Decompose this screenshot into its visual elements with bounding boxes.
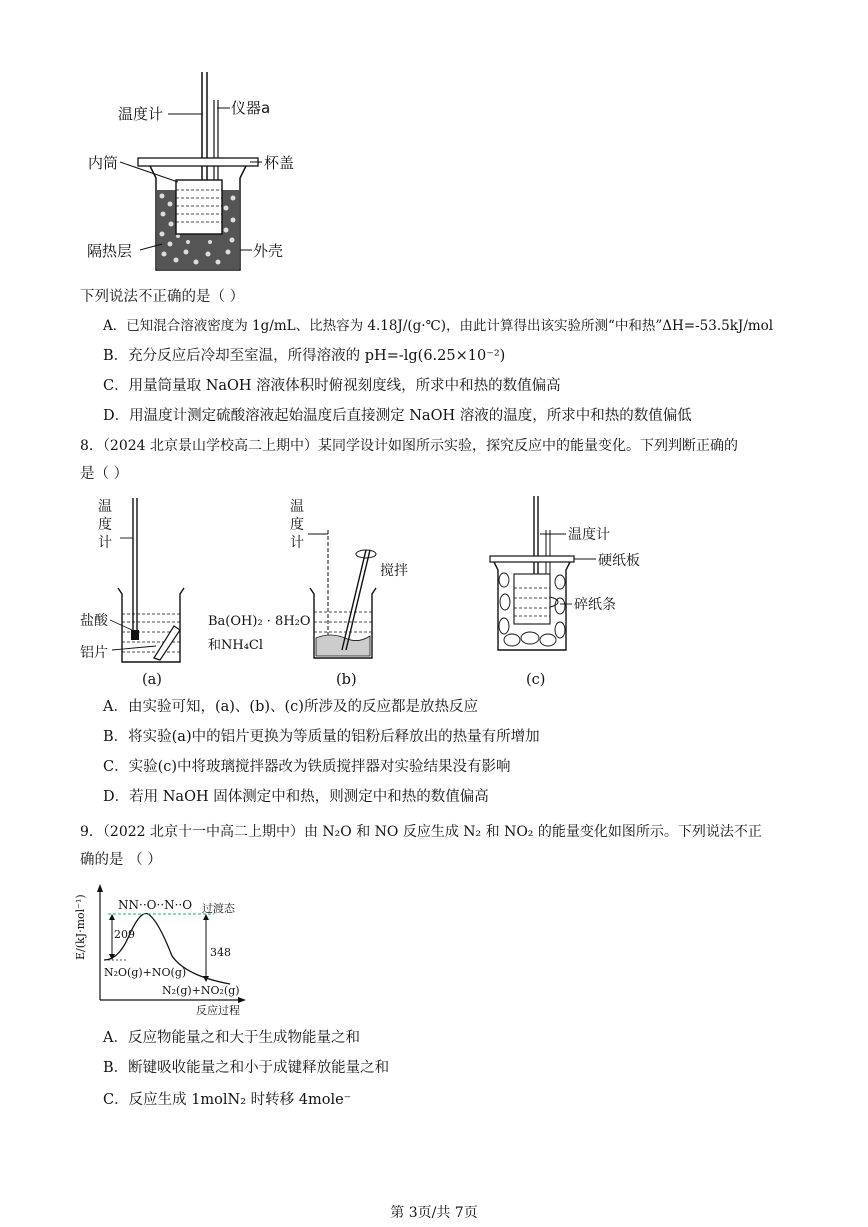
beaker-c <box>490 496 596 650</box>
cardboard-label: 硬纸板 <box>598 553 640 569</box>
energy-axis-label: E/(kJ·mol⁻¹) <box>74 894 87 960</box>
q9-stem-line1: 9．（2022 北京十一中高二上期中）由 N₂O 和 NO 反应生成 N₂ 和 NO₂ 的能量变化如图所示。下列说法不正 <box>80 824 762 840</box>
q7-option-b: B．充分反应后冷却至室温，所得溶液的 pH=-lg(6.25×10⁻²) <box>103 348 506 364</box>
q8-stem-line2: 是（ ） <box>80 466 129 482</box>
q8-option-b: B．将实验(a)中的铝片更换为等质量的铝粉后释放出的热量有所增加 <box>103 729 540 745</box>
transition-state-label: 过渡态 <box>202 902 235 915</box>
q9-option-c: C．反应生成 1molN₂ 时转移 4mole⁻ <box>103 1092 352 1108</box>
lid-label: 杯盖 <box>264 154 295 172</box>
beaker-b <box>308 530 376 658</box>
beaker-b-thermometer-label <box>290 498 304 552</box>
insulation-label: 隔热层 <box>87 242 133 260</box>
q9-option-b: B．断键吸收能量之和小于成键释放能量之和 <box>103 1060 390 1076</box>
q8-option-d: D．若用 NaOH 固体测定中和热，则测定中和热的数值偏高 <box>103 789 489 805</box>
beaker-c-thermometer-label: 温度计 <box>568 527 610 543</box>
beaker-a-thermo-char-3: 计 <box>98 535 112 551</box>
beaker-b-thermo-char-3: 计 <box>290 535 304 551</box>
energy-difference-value: 348 <box>210 946 231 959</box>
q9-option-a: A．反应物能量之和大于生成物能量之和 <box>103 1030 360 1046</box>
products-label: N₂(g)+NO₂(g) <box>162 984 240 997</box>
q8-option-a: A．由实验可知，(a)、(b)、(c)所涉及的反应都是放热反应 <box>103 699 478 715</box>
q8-option-c: C．实验(c)中将玻璃搅拌器改为铁质搅拌器对实验结果没有影响 <box>103 759 511 775</box>
q7-stem: 下列说法不正确的是（ ） <box>80 289 245 305</box>
outer-shell-label: 外壳 <box>253 242 284 260</box>
reagent-line-2: 和NH₄Cl <box>208 638 264 653</box>
q8-experiment-drawings <box>0 490 868 690</box>
aluminum-foil-label: 铝片 <box>80 645 108 661</box>
activation-energy-value: 209 <box>114 928 135 941</box>
stir-label: 搅拌 <box>380 563 408 579</box>
q7-option-d: D．用温度计测定硫酸溶液起始温度后直接测定 NaOH 溶液的温度，所求中和热的数值偏低 <box>103 408 692 424</box>
beaker-b-thermo-char-2: 度 <box>290 517 304 533</box>
caption-a: (a) <box>142 672 162 688</box>
thermometer-label: 温度计 <box>118 105 164 123</box>
beaker-b-thermo-char-1: 温 <box>290 499 304 515</box>
beaker-a-thermometer-label <box>98 498 112 552</box>
beaker-a <box>110 498 184 662</box>
q9-stem-line2: 确的是 （ ） <box>80 852 162 868</box>
beaker-a-thermo-char-1: 温 <box>98 499 112 515</box>
reagent-line-1: Ba(OH)₂ · 8H₂O <box>208 614 311 629</box>
inner-cup-label: 内筒 <box>88 154 119 172</box>
reaction-progress-label: 反应过程 <box>196 1004 240 1017</box>
caption-b: (b) <box>336 672 357 688</box>
page-number: 第 3页/共 7页 <box>390 1205 478 1221</box>
q8-stem-line1: 8．（2024 北京景山学校高二上期中）某同学设计如图所示实验，探究反应中的能量变化。下列判断正确的 <box>80 438 738 454</box>
shredded-paper-label: 碎纸条 <box>574 597 616 613</box>
hydrochloric-acid-label: 盐酸 <box>80 613 108 629</box>
reactants-label: N₂O(g)+NO(g) <box>104 966 187 979</box>
beaker-a-thermo-char-2: 度 <box>98 517 112 533</box>
transition-state-structure: NN··O··N··O <box>118 898 193 912</box>
caption-c: (c) <box>526 672 546 688</box>
instrument-a-label: 仪器a <box>231 99 271 117</box>
q7-option-c: C．用量筒量取 NaOH 溶液体积时俯视刻度线，所求中和热的数值偏高 <box>103 378 561 394</box>
q7-option-a: A．已知混合溶液密度为 1g/mL、比热容为 4.18J/(g·℃)，由此计算得出该实验所测“中和热”ΔH=-53.5kJ/mol <box>103 318 774 334</box>
